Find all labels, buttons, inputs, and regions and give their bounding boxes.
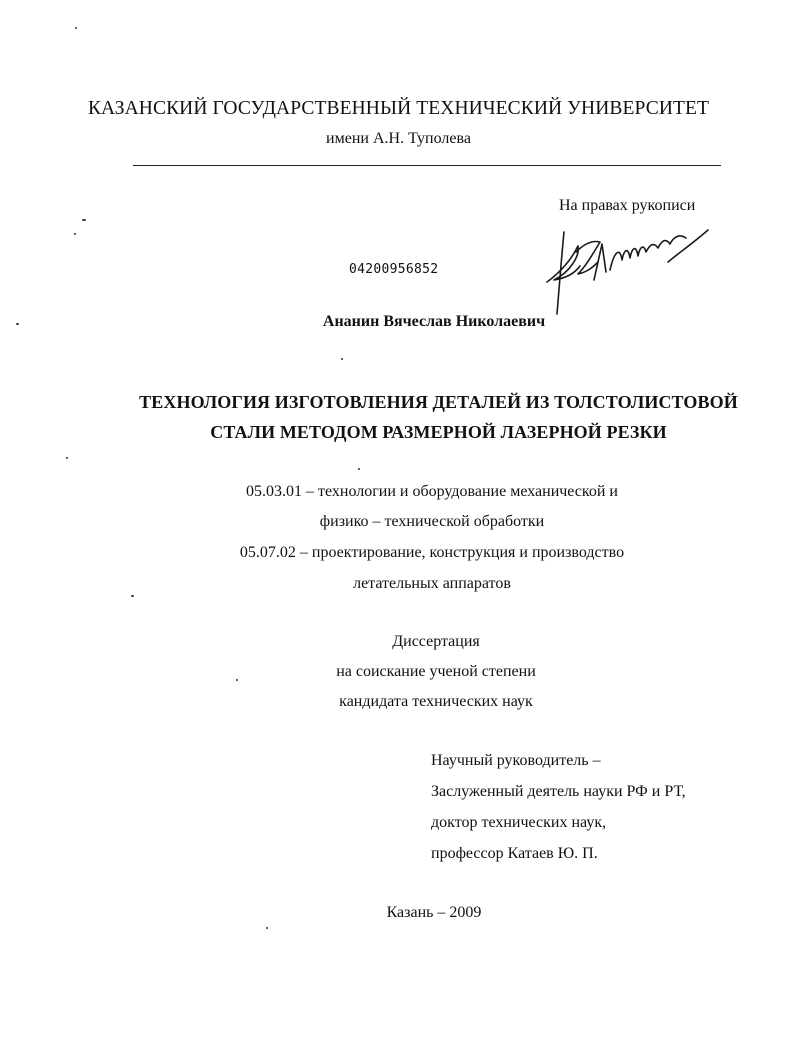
scan-speck	[236, 679, 238, 681]
scan-speck	[16, 323, 19, 325]
university-named-after: имени А.Н. Туполева	[326, 130, 471, 147]
place-and-year: Казань – 2009	[386, 904, 482, 921]
author-name: Ананин Вячеслав Николаевич	[322, 313, 546, 330]
scan-speck	[75, 27, 77, 29]
specialty-line-2: физико – технической обработки	[319, 513, 545, 530]
specialty-line-3: 05.07.02 – проектирование, конструкция и производство	[239, 544, 625, 561]
scan-speck	[82, 219, 86, 221]
scan-speck	[74, 233, 76, 235]
scan-speck	[358, 468, 360, 470]
specialty-line-4: летательных аппаратов	[353, 575, 511, 592]
degree-purpose: на соискание ученой степени	[336, 663, 536, 680]
supervisor-line-2: Заслуженный деятель науки РФ и РТ,	[431, 783, 686, 800]
scan-speck	[131, 595, 134, 597]
scan-speck	[66, 457, 68, 459]
manuscript-note: На правах рукописи	[559, 197, 696, 214]
thesis-title-line-2: СТАЛИ МЕТОДОМ РАЗМЕРНОЙ ЛАЗЕРНОЙ РЕЗКИ	[210, 422, 667, 442]
supervisor-line-1: Научный руководитель –	[431, 752, 601, 769]
degree-name: кандидата технических наук	[339, 693, 533, 710]
header-divider	[133, 165, 721, 166]
thesis-title-line-1: ТЕХНОЛОГИЯ ИЗГОТОВЛЕНИЯ ДЕТАЛЕЙ ИЗ ТОЛСТОЛИСТОВОЙ	[139, 392, 738, 412]
scan-speck	[341, 358, 343, 360]
supervisor-line-3: доктор технических наук,	[431, 814, 607, 831]
scan-speck	[266, 927, 268, 929]
specialty-line-1: 05.03.01 – технологии и оборудование механической и	[246, 483, 618, 500]
dissertation-label: Диссертация	[392, 633, 480, 650]
author-signature	[540, 222, 715, 317]
university-name: КАЗАНСКИЙ ГОСУДАРСТВЕННЫЙ ТЕХНИЧЕСКИЙ УНИВЕРСИТЕТ	[87, 98, 710, 119]
registration-number: 04200956852	[349, 262, 439, 277]
supervisor-line-4: профессор Катаев Ю. П.	[431, 845, 598, 862]
